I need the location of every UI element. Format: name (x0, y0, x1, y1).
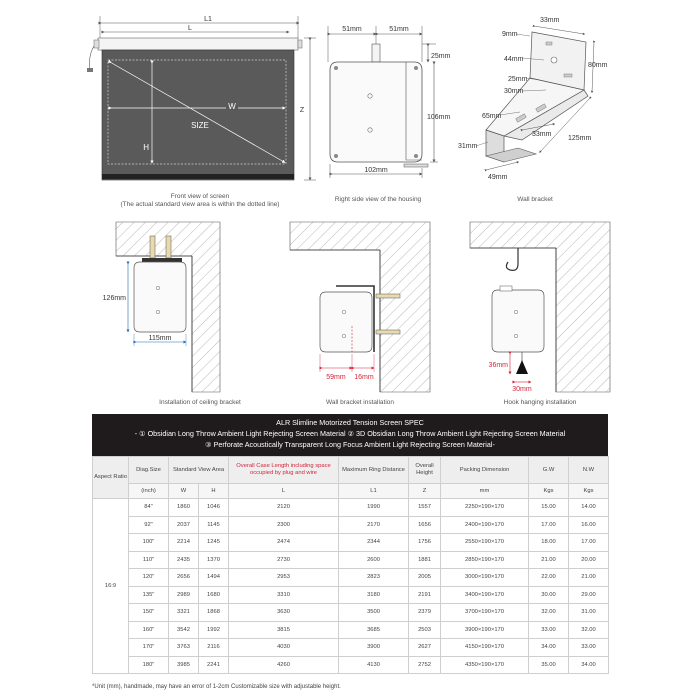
bracket-dim-d8: 33mm (532, 131, 552, 138)
sub-h: H (199, 484, 229, 499)
table-cell: 1656 (409, 516, 441, 534)
sub-pack: mm (441, 484, 529, 499)
table-cell: 34.00 (529, 639, 569, 657)
z-label: Z (299, 107, 305, 114)
col-packing: Packing Dimension (441, 457, 529, 484)
footnote: *Unit (mm), handmade, may have an error of 1-2cm Customizable size with adjustable height. (92, 684, 341, 690)
table-cell: 32.00 (529, 604, 569, 622)
table-cell: 2250×190×170 (441, 499, 529, 517)
front-view-caption: Front view of screen (The actual standard view area is within the dotted line) (120, 193, 280, 208)
wall-install-diagram (290, 222, 430, 392)
table-cell: 33.00 (529, 621, 569, 639)
housing-caption: Right side view of the housing (334, 196, 422, 203)
table-row (93, 534, 609, 552)
table-cell: 1992 (199, 621, 229, 639)
table-cell: 3900 (339, 639, 409, 657)
table-cell: 160" (129, 621, 169, 639)
l1-label: L1 (204, 16, 212, 23)
table-cell: 2823 (339, 569, 409, 587)
bracket-dim-d4: 44mm (504, 56, 524, 63)
bracket-dim-d5: 25mm (508, 76, 528, 83)
hook-dim-height: 36mm (488, 362, 508, 369)
table-cell: 29.00 (569, 586, 609, 604)
table-cell: 3310 (229, 586, 339, 604)
table-cell: 100" (129, 534, 169, 552)
col-diag-size: Diag.Size (129, 457, 169, 484)
table-cell: 20.00 (569, 551, 609, 569)
col-case-length: Overall Case Length including space occupied by plug and wire (229, 457, 339, 484)
table-cell: 1046 (199, 499, 229, 517)
table-cell: 3700×190×170 (441, 604, 529, 622)
sub-ring: L1 (339, 484, 409, 499)
sub-nw: Kgs (569, 484, 609, 499)
hook-dim-width: 30mm (512, 386, 532, 393)
sub-case: L (229, 484, 339, 499)
bracket-dim-d3: 80mm (588, 62, 608, 69)
housing-dim-bottom: 102mm (364, 167, 388, 174)
table-cell: 3500 (339, 604, 409, 622)
table-cell: 170" (129, 639, 169, 657)
wall-bracket-caption: Wall bracket (517, 196, 553, 203)
table-cell: 32.00 (569, 621, 609, 639)
table-cell: 35.00 (529, 656, 569, 674)
bracket-dim-d11: 49mm (488, 174, 508, 181)
ceiling-dim-height: 126mm (102, 295, 126, 302)
table-cell: 3000×190×170 (441, 569, 529, 587)
wall-dim-left: 59mm (326, 374, 346, 381)
table-cell: 4150×190×170 (441, 639, 529, 657)
table-cell: 2191 (409, 586, 441, 604)
wall-dim-right: 16mm (354, 374, 374, 381)
table-cell: 2953 (229, 569, 339, 587)
table-cell: 2400×190×170 (441, 516, 529, 534)
housing-dim-right-top: 25mm (431, 53, 451, 60)
table-cell: 2600 (339, 551, 409, 569)
table-cell: 2752 (409, 656, 441, 674)
sub-w: W (169, 484, 199, 499)
table-cell: 3763 (169, 639, 199, 657)
table-row (93, 656, 609, 674)
housing-side-view-diagram (318, 22, 451, 182)
spec-header (92, 414, 608, 456)
front-view-diagram (80, 10, 320, 185)
col-gw: G.W (529, 457, 569, 484)
table-cell: 1145 (199, 516, 229, 534)
table-cell: 3180 (339, 586, 409, 604)
table-cell: 2474 (229, 534, 339, 552)
table-cell: 1756 (409, 534, 441, 552)
table-cell: 1245 (199, 534, 229, 552)
table-cell: 2989 (169, 586, 199, 604)
table-cell: 2170 (339, 516, 409, 534)
col-overall-height: Overall Height (409, 457, 441, 484)
housing-dim-top-right: 51mm (389, 26, 409, 33)
table-cell: 135" (129, 586, 169, 604)
table-row (93, 639, 609, 657)
ceiling-install-diagram (100, 222, 220, 392)
table-cell: 14.00 (569, 499, 609, 517)
bracket-dim-d1: 33mm (540, 17, 560, 24)
table-row (93, 586, 609, 604)
bracket-dim-d7: 65mm (482, 113, 502, 120)
table-cell: 2850×190×170 (441, 551, 529, 569)
bracket-dim-d6: 30mm (504, 88, 524, 95)
table-cell: 2379 (409, 604, 441, 622)
table-cell: 18.00 (529, 534, 569, 552)
table-cell: 1680 (199, 586, 229, 604)
spec-materials-line2: ③ Perforate Acoustically Transparent Long Focus Ambient Light Rejecting Screen Material- (205, 440, 495, 449)
table-cell: 150" (129, 604, 169, 622)
size-label: SIZE (191, 121, 209, 130)
table-cell: 1860 (169, 499, 199, 517)
table-row (93, 516, 609, 534)
table-cell: 3685 (339, 621, 409, 639)
table-cell: 4030 (229, 639, 339, 657)
table-cell: 1990 (339, 499, 409, 517)
table-cell: 31.00 (569, 604, 609, 622)
spec-title: ALR Slimline Motorized Tension Screen SPEC (276, 418, 424, 427)
table-cell: 30.00 (529, 586, 569, 604)
table-cell: 33.00 (569, 639, 609, 657)
wall-install-caption: Wall bracket installation (325, 399, 395, 406)
table-cell: 3542 (169, 621, 199, 639)
hook-install-diagram (470, 222, 610, 392)
bracket-dim-d9: 125mm (568, 135, 592, 142)
table-cell: 2037 (169, 516, 199, 534)
table-cell: 2435 (169, 551, 199, 569)
table-row (93, 499, 609, 517)
table-cell: 2120 (229, 499, 339, 517)
table-cell: 180" (129, 656, 169, 674)
spec-materials-line1: - ① Obsidian Long Throw Ambient Light Rejecting Screen Material ② 3D Obsidian Long Throw Ambient Light Rejecting Screen Material (134, 429, 566, 438)
l-label: L (188, 25, 192, 32)
wall-bracket-diagram (456, 12, 616, 192)
col-aspect-ratio: Aspect Ratio (93, 457, 129, 499)
table-cell: 1370 (199, 551, 229, 569)
sub-diag: (inch) (129, 484, 169, 499)
table-cell: 2550×190×170 (441, 534, 529, 552)
table-cell: 3900×190×170 (441, 621, 529, 639)
table-cell: 2503 (409, 621, 441, 639)
table-cell: 22.00 (529, 569, 569, 587)
table-cell: 34.00 (569, 656, 609, 674)
housing-dim-top-left: 51mm (342, 26, 362, 33)
table-cell: 21.00 (569, 569, 609, 587)
table-cell: 1557 (409, 499, 441, 517)
bracket-dim-d2: 9mm (502, 31, 518, 38)
sub-gw: Kgs (529, 484, 569, 499)
table-cell: 110" (129, 551, 169, 569)
table-cell: 3400×190×170 (441, 586, 529, 604)
table-cell: 4260 (229, 656, 339, 674)
housing-dim-right-height: 106mm (427, 114, 451, 121)
table-cell: 15.00 (529, 499, 569, 517)
table-cell: 17.00 (529, 516, 569, 534)
table-cell: 3985 (169, 656, 199, 674)
table-cell: 2241 (199, 656, 229, 674)
table-cell: 3321 (169, 604, 199, 622)
col-ring-distance: Maximum Ring Distance (339, 457, 409, 484)
h-label: H (143, 143, 149, 152)
table-cell: 92" (129, 516, 169, 534)
table-cell: 2627 (409, 639, 441, 657)
table-cell: 2656 (169, 569, 199, 587)
table-cell: 3815 (229, 621, 339, 639)
table-cell: 4350×190×170 (441, 656, 529, 674)
bracket-dim-d10: 31mm (458, 143, 478, 150)
col-view-area: Standard View Area (169, 457, 229, 484)
table-cell: 21.00 (529, 551, 569, 569)
ceiling-install-caption: Installation of ceiling bracket (159, 399, 241, 406)
table-cell: 16.00 (569, 516, 609, 534)
table-row (93, 569, 609, 587)
sub-height: Z (409, 484, 441, 499)
table-cell: 2730 (229, 551, 339, 569)
spec-table-body (93, 499, 609, 674)
w-label: W (228, 102, 236, 111)
spec-table (92, 456, 609, 674)
table-cell: 2005 (409, 569, 441, 587)
table-row (93, 551, 609, 569)
table-cell: 120" (129, 569, 169, 587)
table-cell: 17.00 (569, 534, 609, 552)
aspect-ratio-cell: 16:9 (93, 499, 129, 674)
col-nw: N.W (569, 457, 609, 484)
table-row (93, 604, 609, 622)
hook-install-caption: Hook hanging installation (503, 399, 577, 406)
table-cell: 1494 (199, 569, 229, 587)
table-cell: 1868 (199, 604, 229, 622)
table-cell: 2116 (199, 639, 229, 657)
ceiling-dim-width: 115mm (148, 335, 172, 342)
table-cell: 1881 (409, 551, 441, 569)
table-row (93, 621, 609, 639)
table-cell: 2214 (169, 534, 199, 552)
table-cell: 2344 (339, 534, 409, 552)
table-cell: 2300 (229, 516, 339, 534)
table-cell: 3630 (229, 604, 339, 622)
table-cell: 84" (129, 499, 169, 517)
table-cell: 4130 (339, 656, 409, 674)
